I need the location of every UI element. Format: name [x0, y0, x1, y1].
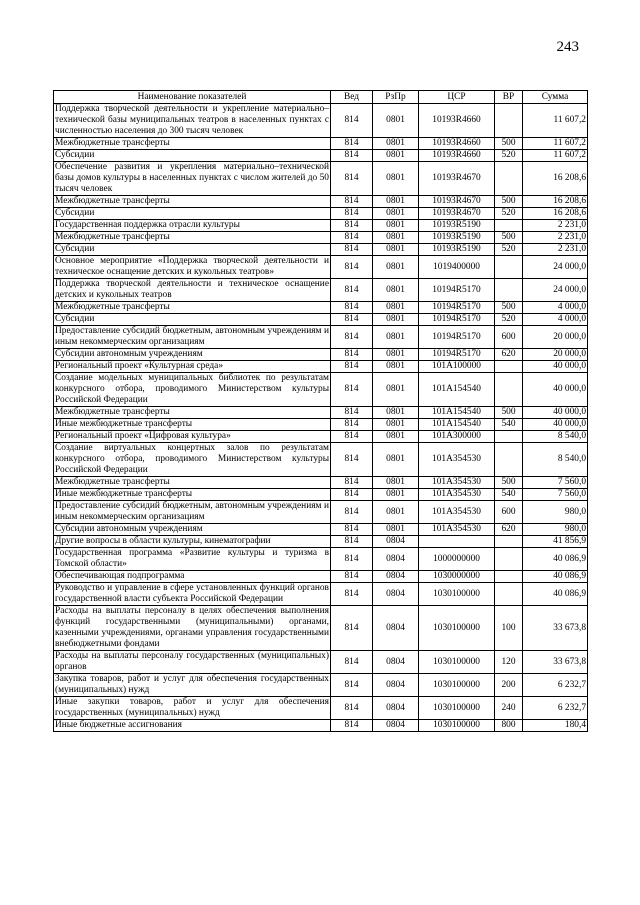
cell-name: Региональный проект «Культурная среда» — [54, 361, 331, 373]
cell-rzpr: 0804 — [373, 697, 419, 720]
cell-name: Иные закупки товаров, работ и услуг для обеспечения государственных (муниципальных) нужд — [55, 697, 329, 718]
cell-sum: 40 000,0 — [523, 407, 588, 419]
header-sum: Сумма — [523, 91, 588, 104]
header-row — [54, 91, 588, 104]
cell-name: Государственная программа «Развитие культуры и туризма в Томской области» — [55, 548, 329, 569]
budget-table — [53, 90, 588, 732]
cell-name: Обеспечивающая подпрограмма — [54, 571, 331, 583]
cell-ved: 814 — [331, 196, 373, 208]
cell-ved: 814 — [331, 524, 373, 536]
cell-name: Иные межбюджетные трансферты — [54, 419, 331, 431]
cell-ved: 814 — [331, 720, 373, 732]
cell-name: Государственная поддержка отрасли культуры — [54, 220, 331, 232]
cell-rzpr: 0801 — [373, 431, 419, 443]
cell-vr: 620 — [495, 524, 523, 536]
table-row — [54, 407, 588, 419]
cell-sum: 980,0 — [523, 524, 588, 536]
table-row — [54, 431, 588, 443]
cell-name: Основное мероприятие «Поддержка творческой деятельности и техническое оснащение детских и кукольных театров» — [55, 256, 329, 277]
cell-name: Поддержка творческой деятельности и техническое оснащение детских и кукольных театров — [55, 279, 329, 300]
cell-csr: 10194R5170 — [419, 279, 495, 302]
cell-ved: 814 — [331, 220, 373, 232]
cell-csr: 10193R5190 — [419, 220, 495, 232]
cell-sum: 40 000,0 — [523, 373, 588, 407]
cell-vr: 620 — [495, 349, 523, 361]
cell-sum: 41 856,9 — [523, 536, 588, 548]
table-row — [54, 524, 588, 536]
cell-vr — [495, 162, 523, 196]
cell-name: Межбюджетные трансферты — [54, 477, 331, 489]
cell-sum: 33 673,8 — [523, 606, 588, 651]
cell-csr: 101A354530 — [419, 443, 495, 477]
cell-rzpr: 0804 — [373, 606, 419, 651]
cell-sum: 2 231,0 — [523, 244, 588, 256]
table-row — [54, 349, 588, 361]
cell-ved: 814 — [331, 208, 373, 220]
cell-vr: 100 — [495, 606, 523, 651]
cell-vr — [495, 443, 523, 477]
cell-csr: 101A354530 — [419, 477, 495, 489]
cell-ved: 814 — [331, 548, 373, 571]
cell-vr: 520 — [495, 208, 523, 220]
table-row — [54, 606, 588, 651]
table-row — [54, 571, 588, 583]
cell-vr — [495, 583, 523, 606]
table-row — [54, 583, 588, 606]
cell-ved: 814 — [331, 606, 373, 651]
cell-vr — [495, 548, 523, 571]
cell-vr: 500 — [495, 302, 523, 314]
cell-sum: 11 607,2 — [523, 138, 588, 150]
cell-sum: 8 540,0 — [523, 443, 588, 477]
cell-name: Закупка товаров, работ и услуг для обеспечения государственных (муниципальных) нужд — [55, 674, 329, 695]
table-row — [54, 361, 588, 373]
cell-name: Предоставление субсидий бюджетным, автономным учреждениям и иным некоммерческим организациям — [55, 326, 329, 347]
cell-csr: 101A354530 — [419, 489, 495, 501]
cell-sum: 6 232,7 — [523, 674, 588, 697]
page-number: 243 — [556, 39, 579, 55]
cell-rzpr: 0801 — [373, 220, 419, 232]
cell-csr: 1030100000 — [419, 606, 495, 651]
cell-sum: 980,0 — [523, 501, 588, 524]
cell-csr: 101A100000 — [419, 361, 495, 373]
cell-name: Поддержка творческой деятельности и укрепление материально–технической базы муниципальных театров в населенных пунктах с численностью населения до 300 тысяч человек — [55, 104, 329, 136]
table-row — [54, 196, 588, 208]
cell-sum: 6 232,7 — [523, 697, 588, 720]
cell-vr — [495, 536, 523, 548]
cell-vr: 600 — [495, 501, 523, 524]
cell-sum: 20 000,0 — [523, 349, 588, 361]
cell-vr — [495, 279, 523, 302]
table-row — [54, 489, 588, 501]
cell-rzpr: 0801 — [373, 302, 419, 314]
cell-ved: 814 — [331, 256, 373, 279]
cell-sum: 7 560,0 — [523, 477, 588, 489]
cell-rzpr: 0804 — [373, 571, 419, 583]
cell-vr: 540 — [495, 489, 523, 501]
cell-ved: 814 — [331, 651, 373, 674]
table-row — [54, 232, 588, 244]
cell-ved: 814 — [331, 232, 373, 244]
cell-ved: 814 — [331, 443, 373, 477]
cell-ved: 814 — [331, 583, 373, 606]
cell-sum: 40 000,0 — [523, 419, 588, 431]
cell-sum: 24 000,0 — [523, 279, 588, 302]
cell-ved: 814 — [331, 314, 373, 326]
cell-vr: 600 — [495, 326, 523, 349]
cell-ved: 814 — [331, 407, 373, 419]
cell-vr: 520 — [495, 244, 523, 256]
table-row — [54, 548, 588, 571]
cell-sum: 11 607,2 — [523, 150, 588, 162]
cell-name: Субсидии — [54, 314, 331, 326]
cell-rzpr: 0801 — [373, 419, 419, 431]
cell-vr: 520 — [495, 314, 523, 326]
cell-sum: 40 086,9 — [523, 571, 588, 583]
cell-vr: 240 — [495, 697, 523, 720]
cell-rzpr: 0801 — [373, 232, 419, 244]
cell-name: Межбюджетные трансферты — [54, 232, 331, 244]
cell-rzpr: 0801 — [373, 443, 419, 477]
cell-csr: 10193R4660 — [419, 150, 495, 162]
cell-csr: 101A154540 — [419, 419, 495, 431]
table-row — [54, 536, 588, 548]
cell-sum: 24 000,0 — [523, 256, 588, 279]
cell-ved: 814 — [331, 104, 373, 138]
cell-csr: 1030100000 — [419, 651, 495, 674]
cell-name: Иные бюджетные ассигнования — [54, 720, 331, 732]
cell-sum: 4 000,0 — [523, 302, 588, 314]
cell-csr: 10194R5170 — [419, 326, 495, 349]
cell-name: Межбюджетные трансферты — [54, 302, 331, 314]
cell-csr: 10193R4660 — [419, 104, 495, 138]
header-csr: ЦСР — [419, 91, 495, 104]
table-row — [54, 244, 588, 256]
cell-rzpr: 0801 — [373, 349, 419, 361]
cell-name: Региональный проект «Цифровая культура» — [54, 431, 331, 443]
cell-sum: 16 208,6 — [523, 162, 588, 196]
cell-rzpr: 0804 — [373, 720, 419, 732]
cell-rzpr: 0804 — [373, 548, 419, 571]
cell-vr: 500 — [495, 407, 523, 419]
cell-ved: 814 — [331, 349, 373, 361]
cell-rzpr: 0801 — [373, 244, 419, 256]
table-row — [54, 150, 588, 162]
table-header — [54, 91, 588, 104]
cell-rzpr: 0801 — [373, 407, 419, 419]
cell-vr — [495, 373, 523, 407]
cell-csr: 101A154540 — [419, 407, 495, 419]
cell-csr: 1000000000 — [419, 548, 495, 571]
cell-sum: 7 560,0 — [523, 489, 588, 501]
cell-rzpr: 0801 — [373, 477, 419, 489]
cell-rzpr: 0804 — [373, 674, 419, 697]
cell-vr: 120 — [495, 651, 523, 674]
cell-name: Руководство и управление в сфере установленных функций органов государственной власти субъекта Российской Федерации — [55, 583, 329, 604]
table-row — [54, 256, 588, 279]
cell-rzpr: 0801 — [373, 373, 419, 407]
cell-rzpr: 0801 — [373, 326, 419, 349]
cell-vr: 500 — [495, 232, 523, 244]
cell-sum: 180,4 — [523, 720, 588, 732]
cell-vr — [495, 431, 523, 443]
cell-sum: 33 673,8 — [523, 651, 588, 674]
cell-ved: 814 — [331, 431, 373, 443]
cell-name: Межбюджетные трансферты — [54, 407, 331, 419]
cell-vr: 800 — [495, 720, 523, 732]
cell-sum: 11 607,2 — [523, 104, 588, 138]
cell-ved: 814 — [331, 419, 373, 431]
cell-sum: 40 086,9 — [523, 548, 588, 571]
cell-rzpr: 0801 — [373, 150, 419, 162]
cell-name: Расходы на выплаты персоналу в целях обеспечения выполнения функций государственными (муниципальными) органами, казенными учреждениями, органами управления государственными внебюджетными фондами — [55, 606, 329, 649]
cell-name: Субсидии — [54, 244, 331, 256]
cell-sum: 2 231,0 — [523, 220, 588, 232]
cell-name: Другие вопросы в области культуры, кинематографии — [54, 536, 331, 548]
cell-rzpr: 0801 — [373, 196, 419, 208]
cell-ved: 814 — [331, 361, 373, 373]
cell-rzpr: 0801 — [373, 256, 419, 279]
cell-rzpr: 0801 — [373, 361, 419, 373]
cell-ved: 814 — [331, 536, 373, 548]
cell-vr: 540 — [495, 419, 523, 431]
cell-name: Межбюджетные трансферты — [54, 196, 331, 208]
cell-sum: 4 000,0 — [523, 314, 588, 326]
cell-rzpr: 0801 — [373, 489, 419, 501]
cell-name: Расходы на выплаты персоналу государственных (муниципальных) органов — [55, 651, 329, 672]
cell-sum: 40 086,9 — [523, 583, 588, 606]
cell-rzpr: 0804 — [373, 583, 419, 606]
table-row — [54, 501, 588, 524]
cell-name: Субсидии — [54, 150, 331, 162]
header-rzpr: РзПр — [373, 91, 419, 104]
cell-ved: 814 — [331, 138, 373, 150]
cell-rzpr: 0801 — [373, 104, 419, 138]
table-row — [54, 138, 588, 150]
cell-csr: 1030100000 — [419, 697, 495, 720]
cell-csr: 101A354530 — [419, 501, 495, 524]
cell-sum: 40 000,0 — [523, 361, 588, 373]
cell-vr: 500 — [495, 477, 523, 489]
table-row — [54, 373, 588, 407]
cell-ved: 814 — [331, 489, 373, 501]
cell-csr: 10194R5170 — [419, 302, 495, 314]
cell-ved: 814 — [331, 326, 373, 349]
cell-csr: 10194R5170 — [419, 314, 495, 326]
cell-vr: 500 — [495, 196, 523, 208]
cell-name: Субсидии автономным учреждениям — [54, 524, 331, 536]
cell-ved: 814 — [331, 279, 373, 302]
cell-vr: 200 — [495, 674, 523, 697]
cell-rzpr: 0801 — [373, 208, 419, 220]
cell-csr: 101A300000 — [419, 431, 495, 443]
header-vr: ВР — [495, 91, 523, 104]
cell-ved: 814 — [331, 244, 373, 256]
table-row — [54, 208, 588, 220]
cell-vr: 500 — [495, 138, 523, 150]
cell-vr — [495, 571, 523, 583]
table-row — [54, 326, 588, 349]
cell-vr: 520 — [495, 150, 523, 162]
cell-ved: 814 — [331, 373, 373, 407]
cell-rzpr: 0801 — [373, 138, 419, 150]
cell-csr: 10193R5190 — [419, 232, 495, 244]
cell-name: Предоставление субсидий бюджетным, автономным учреждениям и иным некоммерческим организациям — [55, 501, 329, 522]
cell-csr: 101A354530 — [419, 524, 495, 536]
header-ved: Вед — [331, 91, 373, 104]
cell-vr — [495, 361, 523, 373]
cell-name: Субсидии автономным учреждениям — [54, 349, 331, 361]
header-name: Наименование показателей — [54, 91, 331, 104]
cell-csr: 1030100000 — [419, 583, 495, 606]
cell-name: Создание модельных муниципальных библиотек по результатам конкурсного отбора, проводимого Министерством культуры Российской Федерации — [55, 373, 329, 405]
cell-rzpr: 0801 — [373, 314, 419, 326]
cell-ved: 814 — [331, 150, 373, 162]
table-row — [54, 104, 588, 138]
cell-csr: 10193R4660 — [419, 138, 495, 150]
cell-vr — [495, 220, 523, 232]
cell-rzpr: 0801 — [373, 501, 419, 524]
table-row — [54, 220, 588, 232]
cell-ved: 814 — [331, 674, 373, 697]
cell-csr: 1030100000 — [419, 720, 495, 732]
cell-csr: 10194R5170 — [419, 349, 495, 361]
table-body — [54, 104, 588, 732]
cell-sum: 16 208,6 — [523, 208, 588, 220]
cell-sum: 2 231,0 — [523, 232, 588, 244]
cell-sum: 16 208,6 — [523, 196, 588, 208]
cell-rzpr: 0804 — [373, 651, 419, 674]
table-row — [54, 279, 588, 302]
cell-ved: 814 — [331, 501, 373, 524]
cell-csr: 10193R4670 — [419, 196, 495, 208]
table-row — [54, 162, 588, 196]
cell-name: Иные межбюджетные трансферты — [54, 489, 331, 501]
cell-vr — [495, 104, 523, 138]
cell-rzpr: 0801 — [373, 162, 419, 196]
table-row — [54, 674, 588, 697]
table-row — [54, 697, 588, 720]
table-row — [54, 302, 588, 314]
table-row — [54, 443, 588, 477]
cell-csr: 1030000000 — [419, 571, 495, 583]
cell-csr: 101A154540 — [419, 373, 495, 407]
table-row — [54, 419, 588, 431]
cell-sum: 20 000,0 — [523, 326, 588, 349]
cell-rzpr: 0804 — [373, 536, 419, 548]
cell-name: Создание виртуальных концертных залов по результатам конкурсного отбора, проводимого Министерством культуры Российской Федерации — [55, 443, 329, 475]
cell-name: Обеспечение развития и укрепления материально–технической базы домов культуры в населенных пунктах с числом жителей до 50 тысяч человек — [55, 162, 329, 194]
cell-csr: 10193R4670 — [419, 162, 495, 196]
cell-name: Межбюджетные трансферты — [54, 138, 331, 150]
cell-rzpr: 0801 — [373, 524, 419, 536]
cell-ved: 814 — [331, 697, 373, 720]
table-row — [54, 477, 588, 489]
cell-rzpr: 0801 — [373, 279, 419, 302]
table-row — [54, 651, 588, 674]
cell-ved: 814 — [331, 162, 373, 196]
cell-ved: 814 — [331, 571, 373, 583]
table-row — [54, 314, 588, 326]
cell-vr — [495, 256, 523, 279]
cell-name: Субсидии — [54, 208, 331, 220]
cell-ved: 814 — [331, 477, 373, 489]
cell-csr: 1030100000 — [419, 674, 495, 697]
cell-ved: 814 — [331, 302, 373, 314]
cell-csr: 10193R5190 — [419, 244, 495, 256]
cell-csr: 10193R4670 — [419, 208, 495, 220]
cell-sum: 8 540,0 — [523, 431, 588, 443]
cell-csr: 1019400000 — [419, 256, 495, 279]
table-row — [54, 720, 588, 732]
cell-csr — [419, 536, 495, 548]
